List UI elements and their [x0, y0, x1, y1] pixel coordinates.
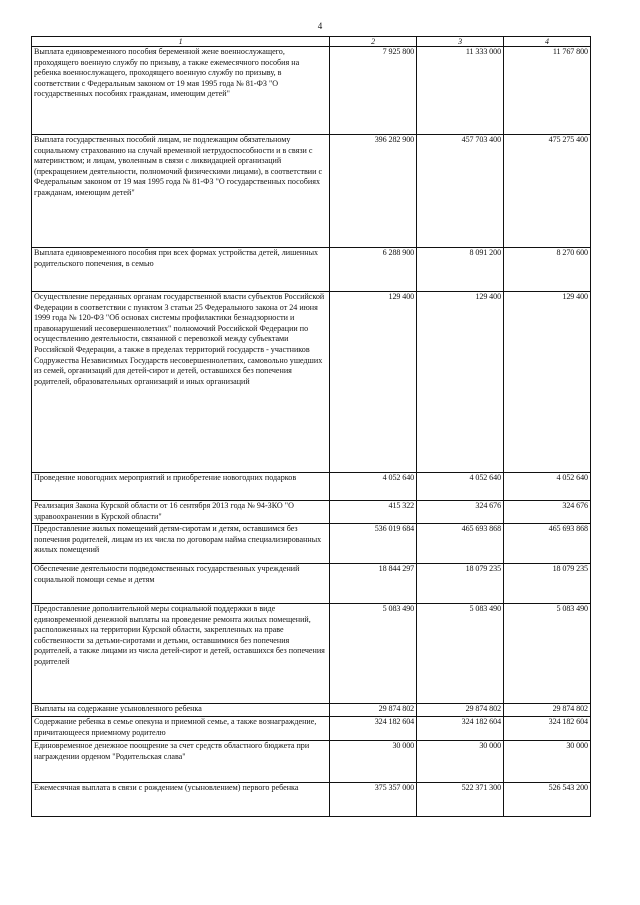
value-cell: 5 083 490	[330, 604, 417, 704]
table-row	[32, 524, 591, 564]
value-cell: 11 333 000	[417, 47, 504, 135]
value-cell: 29 874 802	[504, 704, 591, 717]
value-cell: 129 400	[417, 292, 504, 473]
value-cell: 30 000	[504, 741, 591, 783]
value-cell: 4 052 640	[417, 473, 504, 501]
value-cell: 5 083 490	[417, 604, 504, 704]
value-cell: 465 693 868	[417, 524, 504, 564]
value-cell: 465 693 868	[504, 524, 591, 564]
value-cell: 8 270 600	[504, 248, 591, 292]
value-cell: 415 322	[330, 501, 417, 524]
table-row	[32, 564, 591, 604]
row-description: Выплаты на содержание усыновленного ребенка	[32, 704, 330, 717]
row-description: Предоставление жилых помещений детям-сиротам и детям, оставшимся без попечения родителей, лицам из их числа по договорам найма специализированных жилых помещений	[32, 524, 330, 564]
column-header: 3	[417, 37, 504, 47]
column-header: 4	[504, 37, 591, 47]
value-cell: 29 874 802	[417, 704, 504, 717]
table-row	[32, 783, 591, 817]
row-description: Ежемесячная выплата в связи с рождением (усыновлением) первого ребенка	[32, 783, 330, 817]
column-header: 1	[32, 37, 330, 47]
value-cell: 324 182 604	[417, 717, 504, 741]
value-cell: 129 400	[330, 292, 417, 473]
row-description: Единовременное денежное поощрение за счет средств областного бюджета при награждении орденом "Родительская слава"	[32, 741, 330, 783]
row-description: Выплата единовременного пособия при всех формах устройства детей, лишенных родительского попечения, в семью	[32, 248, 330, 292]
value-cell: 30 000	[417, 741, 504, 783]
value-cell: 18 844 297	[330, 564, 417, 604]
value-cell: 522 371 300	[417, 783, 504, 817]
value-cell: 375 357 000	[330, 783, 417, 817]
table-row	[32, 501, 591, 524]
row-description: Выплата единовременного пособия беременной жене военнослужащего, проходящего военную службу по призыву, а также ежемесячного пособия на ребенка военнослужащего, проходящего военную службу по призыву, в соответствии с Федеральным законом от 19 мая 1995 года № 81-ФЗ "О государственных пособиях гражданам, имеющим детей"	[32, 47, 330, 135]
column-header: 2	[330, 37, 417, 47]
value-cell: 4 052 640	[504, 473, 591, 501]
value-cell: 129 400	[504, 292, 591, 473]
value-cell: 457 703 400	[417, 135, 504, 248]
row-description: Выплата государственных пособий лицам, не подлежащим обязательному социальному страхованию на случай временной нетрудоспособности и в связи с материнством; и лицам, уволенным в связи с ликвидацией организаций (прекращением деятельности, полномочий физическими лицами), в соответствии с Федеральным законом от 19 мая 1995 года № 81-ФЗ "О государственных пособиях гражданам, имеющим детей"	[32, 135, 330, 248]
value-cell: 7 925 800	[330, 47, 417, 135]
value-cell: 18 079 235	[504, 564, 591, 604]
table-row	[32, 604, 591, 704]
value-cell: 11 767 800	[504, 47, 591, 135]
table-row	[32, 704, 591, 717]
table-row	[32, 292, 591, 473]
value-cell: 324 182 604	[330, 717, 417, 741]
value-cell: 4 052 640	[330, 473, 417, 501]
row-description: Предоставление дополнительной меры социальной поддержки в виде единовременной денежной выплаты на проведение ремонта жилых помещений, расположенных на территории Курской области, закрепленных на праве собственности за детьми-сиротами и детьми, оставшимися без попечения родителей, а также лицами из числа детей-сирот и детей, оставшихся без попечения родителей	[32, 604, 330, 704]
value-cell: 324 676	[417, 501, 504, 524]
value-cell: 6 288 900	[330, 248, 417, 292]
table-row	[32, 741, 591, 783]
row-description: Содержание ребенка в семье опекуна и приемной семье, а также вознаграждение, причитающееся приемному родителю	[32, 717, 330, 741]
value-cell: 324 676	[504, 501, 591, 524]
budget-table	[31, 36, 591, 817]
table-row	[32, 473, 591, 501]
row-description: Реализация Закона Курской области от 16 сентября 2013 года № 94-ЗКО "О здравоохранении в Курской области"	[32, 501, 330, 524]
value-cell: 18 079 235	[417, 564, 504, 604]
value-cell: 8 091 200	[417, 248, 504, 292]
page-number: 4	[317, 21, 323, 31]
value-cell: 396 282 900	[330, 135, 417, 248]
value-cell: 536 019 684	[330, 524, 417, 564]
table-row	[32, 47, 591, 135]
table-row	[32, 717, 591, 741]
value-cell: 30 000	[330, 741, 417, 783]
value-cell: 324 182 604	[504, 717, 591, 741]
value-cell: 5 083 490	[504, 604, 591, 704]
value-cell: 475 275 400	[504, 135, 591, 248]
value-cell: 29 874 802	[330, 704, 417, 717]
table-row	[32, 248, 591, 292]
table-header-row	[32, 37, 591, 47]
row-description: Обеспечение деятельности подведомственных государственных учреждений социальной помощи семье и детям	[32, 564, 330, 604]
table-row	[32, 135, 591, 248]
row-description: Осуществление переданных органам государственной власти субъектов Российской Федерации в соответствии с пунктом 3 статьи 25 Федерального закона от 24 июня 1999 года № 120-ФЗ "Об основах системы профилактики безнадзорности и правонарушений несовершеннолетних" полномочий Российской Федерации по осуществлению деятельности, связанной с перевозкой между субъектами Российской Федерации, а также в пределах территорий государств - участников Содружества Независимых Государств несовершеннолетних, самовольно ушедших из семей, организаций для детей-сирот и детей, оставшихся без попечения родителей, образовательных организаций и иных организаций	[32, 292, 330, 473]
value-cell: 526 543 200	[504, 783, 591, 817]
row-description: Проведение новогодних мероприятий и приобретение новогодних подарков	[32, 473, 330, 501]
